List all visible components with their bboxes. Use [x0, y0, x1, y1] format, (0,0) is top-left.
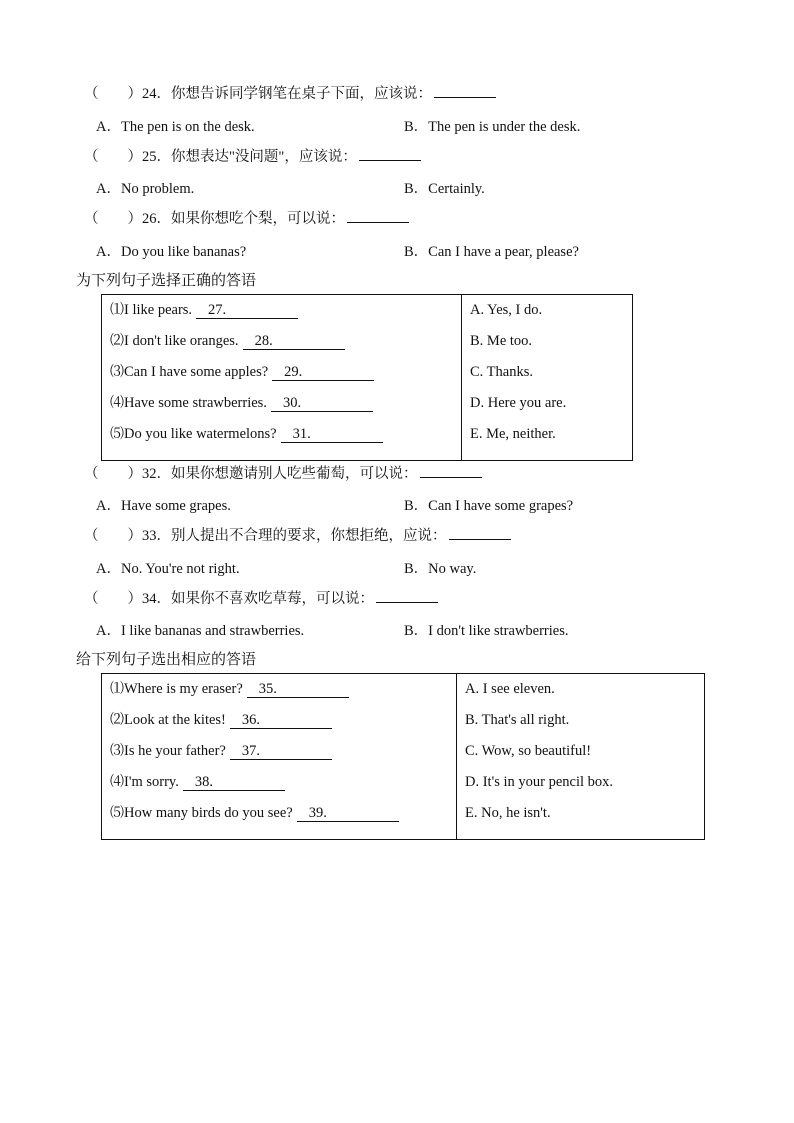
answer-blank[interactable]: 35.: [247, 681, 349, 698]
answer-option: A. Yes, I do.: [470, 302, 543, 318]
answer-option: A. I see eleven.: [465, 681, 555, 697]
answer-blank[interactable]: 30.: [271, 395, 373, 412]
answer-blank[interactable]: 37.: [230, 743, 332, 760]
option-a[interactable]: A．The pen is on the desk.: [96, 119, 255, 135]
option-a[interactable]: A．No problem.: [96, 181, 195, 197]
question-33: [84, 524, 511, 545]
match-item: ⑵Look at the kites! 36.: [110, 711, 448, 742]
match-item: ⑷Have some strawberries. 30.: [110, 394, 453, 425]
answer-blank[interactable]: [359, 146, 421, 161]
option-b[interactable]: B．Certainly.: [404, 181, 485, 197]
option-b[interactable]: B．No way.: [404, 561, 477, 577]
match-item: ⑵I don't like oranges. 28.: [110, 332, 453, 363]
answer-blank[interactable]: [347, 208, 409, 223]
answer-blank[interactable]: [376, 588, 438, 603]
answer-blank[interactable]: 29.: [272, 364, 374, 381]
match-item: ⑶Can I have some apples? 29.: [110, 363, 453, 394]
match-item: ⑶Is he your father? 37.: [110, 742, 448, 773]
option-b[interactable]: B．Can I have some grapes?: [404, 498, 574, 514]
match-item: ⑷I'm sorry. 38.: [110, 773, 448, 804]
question-stem: （ ）24．你想告诉同学钢笔在桌子下面，应该说：: [84, 86, 432, 102]
question-32: [84, 462, 482, 483]
question-stem: （ ）26．如果你想吃个梨，可以说：: [84, 211, 345, 227]
section-title: 给下列句子选出相应的答语: [76, 652, 257, 668]
answer-column: [457, 674, 705, 840]
question-25: [84, 145, 421, 166]
option-a[interactable]: A．I like bananas and strawberries.: [96, 623, 305, 639]
answer-option: B. Me too.: [470, 333, 533, 349]
answer-blank[interactable]: 31.: [281, 426, 383, 443]
matching-table-2: [101, 673, 705, 840]
option-a[interactable]: A．Do you like bananas?: [96, 244, 247, 260]
answer-blank[interactable]: [420, 463, 482, 478]
question-stem: （ ）33．别人提出不合理的要求，你想拒绝，应说：: [84, 528, 447, 544]
answer-option: C. Thanks.: [470, 364, 533, 380]
answer-column: [462, 295, 633, 461]
option-b[interactable]: B．I don't like strawberries.: [404, 623, 569, 639]
answer-blank[interactable]: 36.: [230, 712, 332, 729]
option-a[interactable]: A．No. You're not right.: [96, 561, 240, 577]
question-26: [84, 207, 409, 228]
question-stem: （ ）32．如果你想邀请别人吃些葡萄，可以说：: [84, 466, 418, 482]
question-24: [84, 82, 496, 103]
match-item: ⑴I like pears. 27.: [110, 301, 453, 332]
answer-blank[interactable]: [449, 525, 511, 540]
answer-option: D. It's in your pencil box.: [465, 774, 613, 790]
match-item: ⑸Do you like watermelons? 31.: [110, 425, 453, 456]
question-stem: （ ）34．如果你不喜欢吃草莓，可以说：: [84, 591, 374, 607]
match-item: ⑸How many birds do you see? 39.: [110, 804, 448, 835]
section-title: 为下列句子选择正确的答语: [76, 273, 257, 289]
answer-option: E. No, he isn't.: [465, 805, 551, 821]
answer-option: E. Me, neither.: [470, 426, 556, 442]
sentence-column: [102, 295, 462, 461]
answer-option: D. Here you are.: [470, 395, 567, 411]
matching-table-1: [101, 294, 633, 461]
answer-blank[interactable]: [434, 83, 496, 98]
answer-blank[interactable]: 39.: [297, 805, 399, 822]
answer-blank[interactable]: 28.: [243, 333, 345, 350]
answer-blank[interactable]: 38.: [183, 774, 285, 791]
question-stem: （ ）25．你想表达"没问题"，应该说：: [84, 149, 357, 165]
option-b[interactable]: B．Can I have a pear, please?: [404, 244, 579, 260]
answer-option: C. Wow, so beautiful!: [465, 743, 592, 759]
sentence-column: [102, 674, 457, 840]
answer-blank[interactable]: 27.: [196, 302, 298, 319]
option-a[interactable]: A．Have some grapes.: [96, 498, 231, 514]
match-item: ⑴Where is my eraser? 35.: [110, 680, 448, 711]
answer-option: B. That's all right.: [465, 712, 570, 728]
option-b[interactable]: B．The pen is under the desk.: [404, 119, 581, 135]
question-34: [84, 587, 438, 608]
